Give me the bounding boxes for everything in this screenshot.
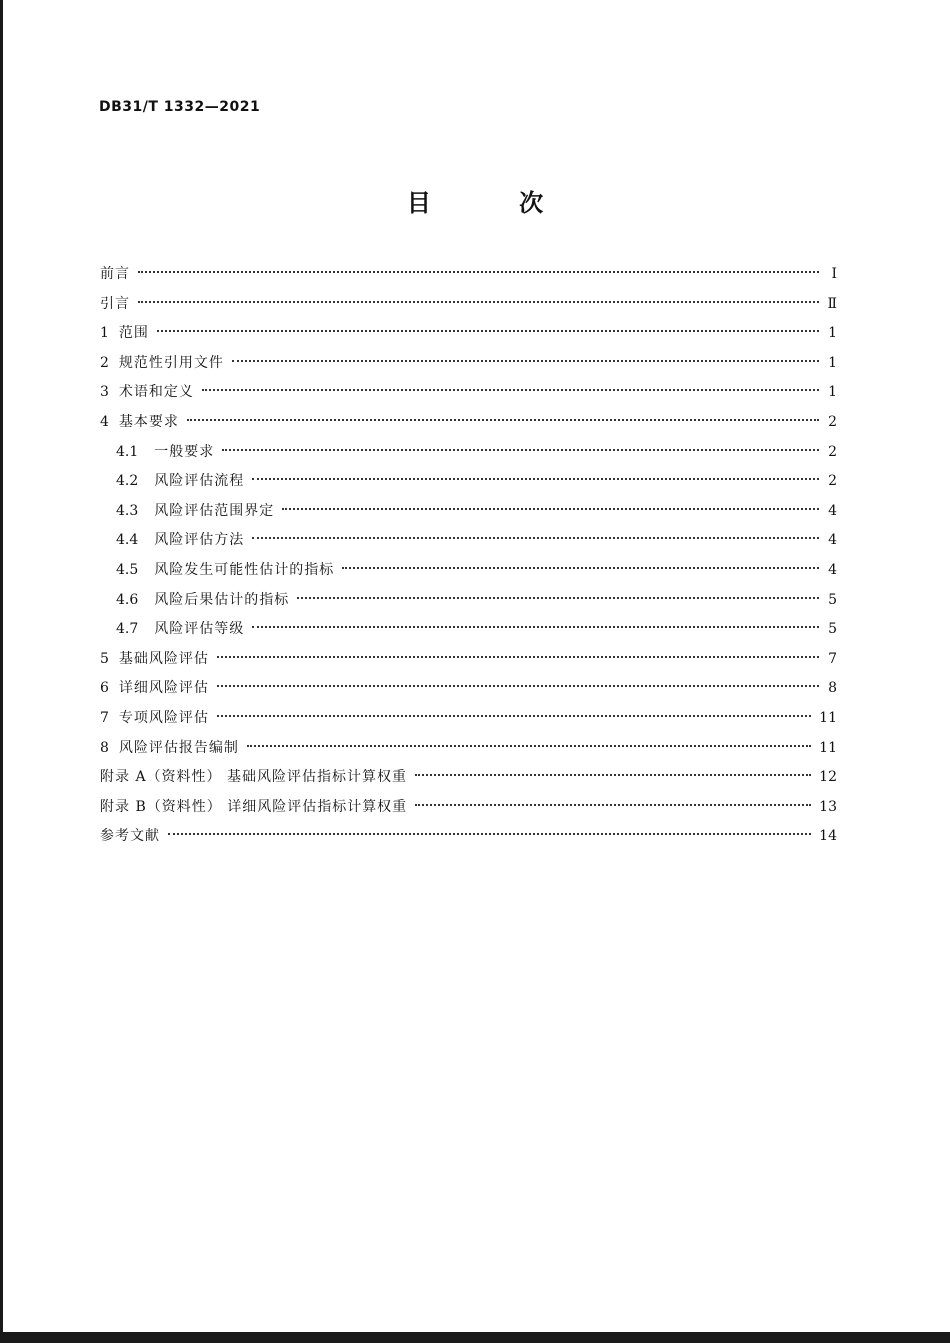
toc-entry-number: 4.7 <box>116 621 139 638</box>
toc-entry[interactable] <box>100 822 837 852</box>
toc-leader-dots <box>342 567 819 569</box>
toc-entry-title: 术语和定义 <box>118 384 194 401</box>
toc-entry-page: 1 <box>828 384 837 401</box>
toc-leader-dots <box>187 419 819 421</box>
toc-entry-title: 风险评估等级 <box>154 621 245 638</box>
toc-leader-dots <box>217 685 819 687</box>
toc-entry-page: Ⅱ <box>827 295 837 312</box>
toc-entry-title: 范围 <box>118 325 149 342</box>
scan-bottom-edge <box>0 1332 950 1343</box>
toc-entry-title: 专项风险评估 <box>118 709 209 726</box>
toc-entry-title: 风险后果估计的指标 <box>154 591 290 608</box>
toc-entry-title: 风险评估范围界定 <box>154 502 275 519</box>
toc-entry[interactable] <box>100 290 837 320</box>
toc-entry-number: 4.4 <box>116 532 139 549</box>
toc-leader-dots <box>415 774 811 776</box>
toc-entry[interactable] <box>100 349 837 379</box>
toc-entry[interactable] <box>100 793 837 823</box>
toc-entry-title: 引言 <box>100 295 130 312</box>
toc-entry[interactable] <box>100 319 837 349</box>
toc-leader-dots <box>157 330 819 332</box>
toc-entry-page: 2 <box>828 473 837 490</box>
toc-leader-dots <box>252 537 819 539</box>
toc-leader-dots <box>138 271 819 273</box>
toc-entry-number: 4.1 <box>116 443 139 460</box>
toc-entry-number: 4.2 <box>116 473 139 490</box>
toc-entry-page: 1 <box>828 354 837 371</box>
toc-entry-page: 4 <box>828 502 837 519</box>
toc-entry[interactable] <box>100 467 837 497</box>
toc-entry-number: 4.6 <box>116 591 139 608</box>
toc-entry-page: 2 <box>828 413 837 430</box>
toc-leader-dots <box>252 478 819 480</box>
toc-entry-number: 4.5 <box>116 561 139 578</box>
toc-leader-dots <box>247 745 811 747</box>
toc-entry[interactable] <box>100 763 837 793</box>
toc-entry-page: 7 <box>828 650 837 667</box>
toc-entry-page: 13 <box>819 798 837 815</box>
toc-entry[interactable] <box>100 260 837 290</box>
toc-entry-page: 8 <box>828 680 837 697</box>
toc-entry-title: 参考文献 <box>100 828 160 845</box>
toc-entry-page: 11 <box>819 709 837 726</box>
toc-leader-dots <box>217 715 811 717</box>
toc-entry[interactable] <box>100 645 837 675</box>
toc-entry-title: 风险评估方法 <box>154 532 245 549</box>
toc-entry-number: 8 <box>100 739 109 756</box>
toc-entry-title: 风险评估报告编制 <box>118 739 239 756</box>
toc-entry-title: 规范性引用文件 <box>118 354 224 371</box>
toc-entry[interactable] <box>100 438 837 468</box>
toc-entry[interactable] <box>100 615 837 645</box>
document-code: DB31/T 1332—2021 <box>99 99 261 115</box>
toc-leader-dots <box>168 833 811 835</box>
toc-entry-page: Ⅰ <box>831 266 837 282</box>
toc-entry-title: 附录 A（资料性） 基础风险评估指标计算权重 <box>100 769 408 786</box>
toc-entry-number: 7 <box>100 709 109 726</box>
toc-entry-number: 3 <box>100 384 109 401</box>
toc-entry-page: 1 <box>828 325 837 342</box>
toc-entry-title: 详细风险评估 <box>118 680 209 697</box>
toc-entry[interactable] <box>100 586 837 616</box>
toc-entry-title: 一般要求 <box>154 443 215 460</box>
toc-entry[interactable] <box>100 408 837 438</box>
toc-entry[interactable] <box>100 674 837 704</box>
toc-entry-title: 基本要求 <box>118 413 179 430</box>
toc-entry-title: 前言 <box>100 266 130 282</box>
toc-leader-dots <box>297 597 819 599</box>
toc-entry-page: 11 <box>819 739 837 756</box>
page-title: 目 次 <box>406 189 584 217</box>
toc-leader-dots <box>217 656 819 658</box>
table-of-contents <box>100 260 837 852</box>
toc-entry[interactable] <box>100 704 837 734</box>
toc-entry-title: 基础风险评估 <box>118 650 209 667</box>
toc-leader-dots <box>232 360 819 362</box>
toc-entry-title: 风险发生可能性估计的指标 <box>154 561 335 578</box>
toc-entry-page: 5 <box>828 621 837 638</box>
toc-entry-page: 12 <box>819 769 837 786</box>
toc-entry-title: 风险评估流程 <box>154 473 245 490</box>
toc-entry-number: 2 <box>100 354 109 371</box>
toc-entry-page: 5 <box>828 591 837 608</box>
toc-entry-page: 14 <box>819 828 837 845</box>
toc-entry-page: 4 <box>828 561 837 578</box>
toc-leader-dots <box>202 389 819 391</box>
toc-entry[interactable] <box>100 497 837 527</box>
toc-entry-title: 附录 B（资料性） 详细风险评估指标计算权重 <box>100 798 408 815</box>
toc-leader-dots <box>415 804 811 806</box>
toc-entry-number: 4.3 <box>116 502 139 519</box>
toc-entry-page: 4 <box>828 532 837 549</box>
toc-leader-dots <box>252 626 819 628</box>
toc-leader-dots <box>222 449 819 451</box>
toc-entry-number: 6 <box>100 680 109 697</box>
toc-entry-number: 1 <box>100 325 109 342</box>
toc-entry[interactable] <box>100 734 837 764</box>
toc-entry-page: 2 <box>828 443 837 460</box>
toc-entry-number: 5 <box>100 650 109 667</box>
toc-leader-dots <box>138 301 819 303</box>
toc-leader-dots <box>282 508 819 510</box>
toc-entry[interactable] <box>100 556 837 586</box>
toc-entry-number: 4 <box>100 413 109 430</box>
toc-entry[interactable] <box>100 378 837 408</box>
toc-entry[interactable] <box>100 526 837 556</box>
